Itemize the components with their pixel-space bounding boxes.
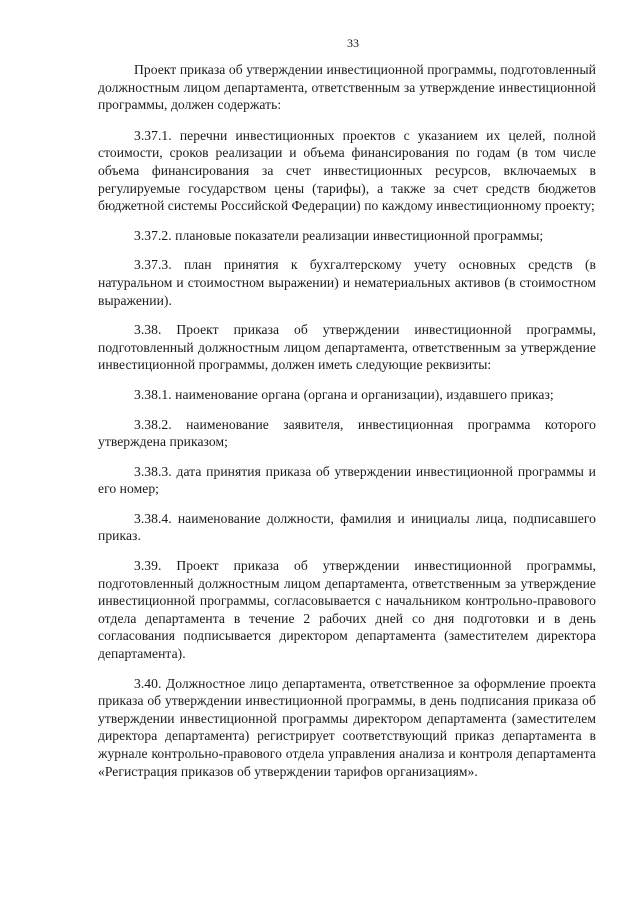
paragraph-3-37-1: 3.37.1. перечни инвестиционных проектов с указанием их целей, полной стоимости, сроков реализации и объема финансирования по годам (в том числе объема финансирования за счет инвестиционных ресурсов, включаемых в регулируемые государством цены (тарифы), а также за счет средств бюджетов бюджетной системы Российской Федерации) по каждому инвестиционному проекту; xyxy=(98,127,596,214)
paragraph-3-38-4: 3.38.4. наименование должности, фамилия и инициалы лица, подписавшего приказ. xyxy=(98,510,596,544)
paragraph-3-39: 3.39. Проект приказа об утверждении инвестиционной программы, подготовленный должностным лицом департамента, ответственным за утверждение инвестиционной программы, согласовывается с начальником контрольно-правового отдела департамента в течение 2 рабочих дней со дня подготовки и в день согласования подписывается директором департамента (заместителем директора департамента). xyxy=(98,558,596,662)
paragraph-3-38-1: 3.38.1. наименование органа (органа и организации), издавшего приказ; xyxy=(134,386,554,402)
paragraph-3-38: 3.38. Проект приказа об утверждении инвестиционной программы, подготовленный должностным лицом департамента, ответственным за утверждение инвестиционной программы, должен иметь следующие реквизиты: xyxy=(98,322,596,373)
paragraph-3-38-3: 3.38.3. дата принятия приказа об утверждении инвестиционной программы и его номер; xyxy=(98,463,596,497)
paragraph-3-38-2: 3.38.2. наименование заявителя, инвестиционная программа которого утверждена приказом; xyxy=(98,416,596,450)
paragraph-3-40: 3.40. Должностное лицо департамента, ответственное за оформление проекта приказа об утверждении инвестиционной программы, в день подписания приказа об утверждении инвестиционной программы директором департамента (заместителем директора департамента) регистрирует соответствующий приказ департамента в журнале контрольно-правового отдела управления анализа и контроля департамента «Регистрация приказов об утверждении тарифов организациям». xyxy=(98,675,596,779)
page-number: 33 xyxy=(347,36,359,50)
paragraph-3-37-3: 3.37.3. план принятия к бухгалтерскому учету основных средств (в натуральном и стоимостном выражении) и нематериальных активов (в стоимостном выражении). xyxy=(98,257,596,308)
paragraph-3-37-2: 3.37.2. плановые показатели реализации инвестиционной программы; xyxy=(134,227,544,243)
paragraph-intro: Проект приказа об утверждении инвестиционной программы, подготовленный должностным лицом департамента, ответственным за утверждение инвестиционной программы, должен содержать: xyxy=(98,62,596,113)
